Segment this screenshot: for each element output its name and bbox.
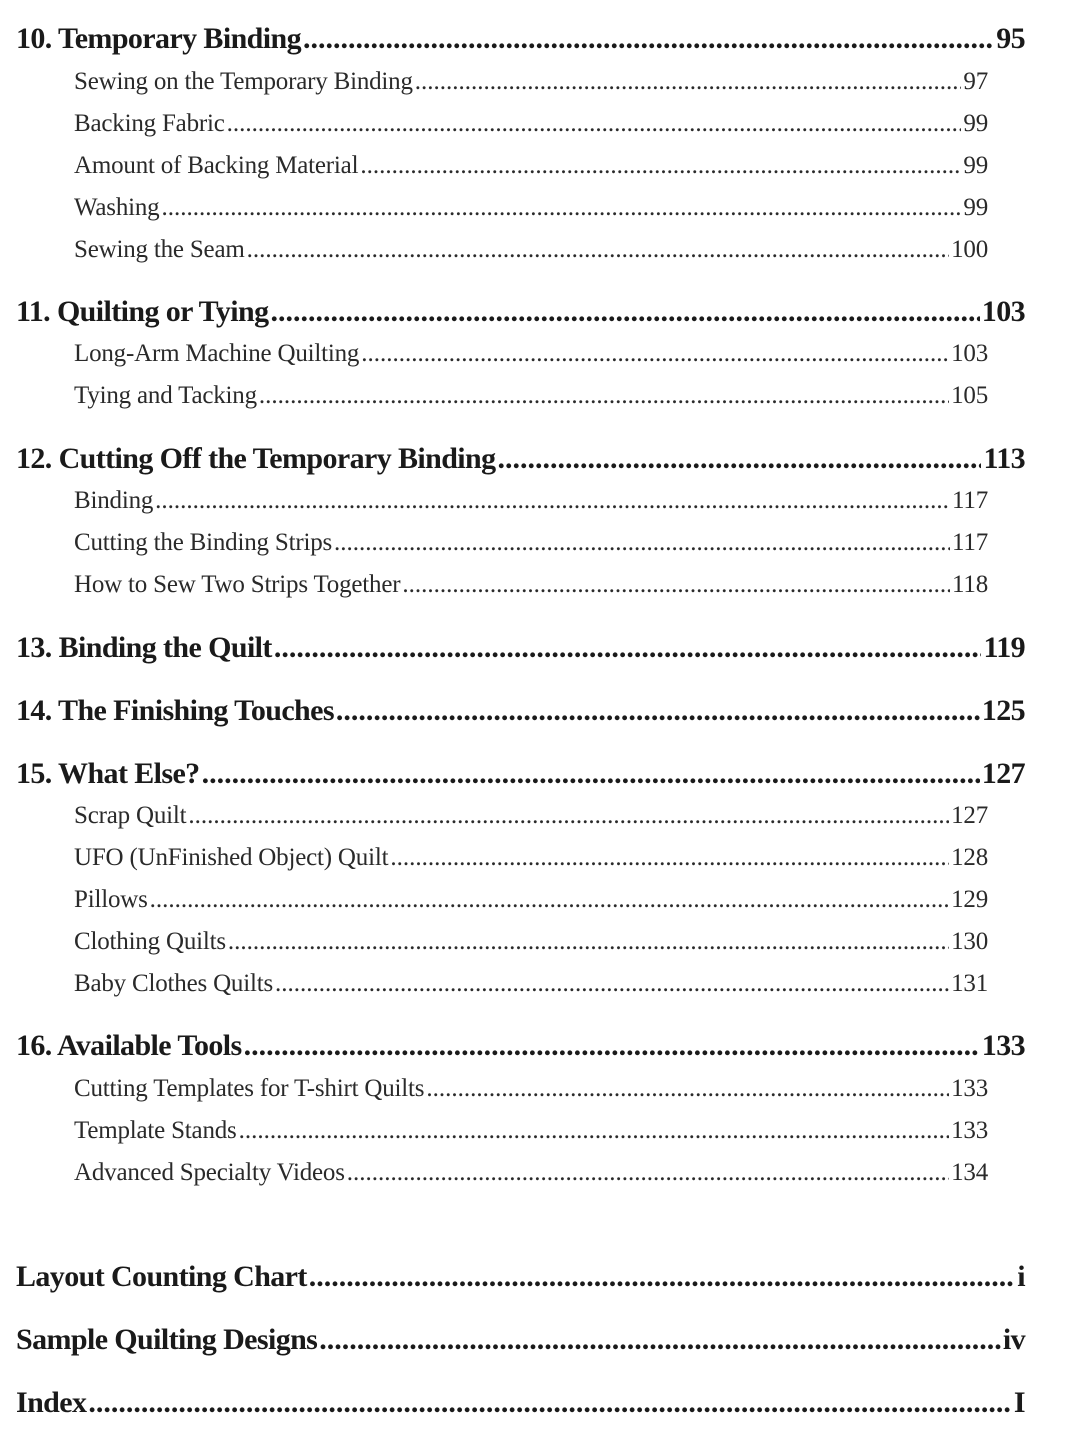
entry-page: 99 [963, 194, 988, 221]
entry-page: 133 [951, 1075, 988, 1102]
entry-page: 131 [951, 970, 988, 997]
entry-page: 130 [951, 928, 988, 955]
entry-page: 117 [952, 487, 988, 514]
entry-title: Amount of Backing Material [74, 152, 359, 179]
entry-page: 99 [963, 110, 988, 137]
back-matter-page: i [1017, 1260, 1025, 1293]
toc-entry[interactable] [74, 886, 988, 914]
dot-leader [244, 1029, 980, 1063]
chapter-page: 95 [996, 22, 1025, 55]
chapter-page: 113 [983, 442, 1025, 475]
entry-page: 134 [951, 1159, 988, 1186]
dot-leader [402, 571, 950, 599]
chapter-title: 16. Available Tools [16, 1029, 242, 1062]
chapter-title: 12. Cutting Off the Temporary Binding [16, 442, 496, 475]
toc-entry[interactable] [74, 382, 988, 410]
toc-entry[interactable] [74, 340, 988, 368]
chapter-page: 127 [981, 757, 1025, 790]
entry-page: 100 [951, 236, 988, 263]
dot-leader [161, 194, 961, 222]
toc-entry[interactable] [74, 970, 988, 998]
entry-title: Binding [74, 487, 154, 514]
entry-page: 133 [951, 1117, 988, 1144]
dot-leader [347, 1159, 949, 1187]
toc-chapter-10[interactable] [16, 22, 1025, 56]
dot-leader [228, 928, 949, 956]
chapter-title: 10. Temporary Binding [16, 22, 301, 55]
toc-entry[interactable] [74, 68, 988, 96]
toc-entry[interactable] [74, 236, 988, 264]
entry-page: 99 [963, 152, 988, 179]
entry-title: Washing [74, 194, 160, 221]
entry-title: Long-Arm Machine Quilting [74, 340, 360, 367]
dot-leader [274, 631, 982, 665]
chapter-title: 11. Quilting or Tying [16, 295, 269, 328]
dot-leader [360, 152, 961, 180]
dot-leader [303, 22, 994, 56]
entry-title: Backing Fabric [74, 110, 225, 137]
entry-title: Pillows [74, 886, 148, 913]
dot-leader [275, 970, 949, 998]
dot-leader [259, 382, 949, 410]
toc-layout-counting-chart[interactable] [16, 1260, 1025, 1294]
back-matter-page: I [1013, 1386, 1025, 1419]
chapter-title: 14. The Finishing Touches [16, 694, 334, 727]
dot-leader [415, 68, 962, 96]
entry-title: UFO (UnFinished Object) Quilt [74, 844, 389, 871]
entry-page: 103 [951, 340, 988, 367]
entry-title: Template Stands [74, 1117, 237, 1144]
back-matter-title: Sample Quilting Designs [16, 1323, 318, 1356]
dot-leader [336, 694, 980, 728]
entry-title: Cutting the Binding Strips [74, 529, 333, 556]
toc-entry[interactable] [74, 487, 988, 515]
chapter-page: 133 [981, 1029, 1025, 1062]
chapter-page: 103 [981, 295, 1025, 328]
toc-entry[interactable] [74, 1075, 988, 1103]
toc-entry[interactable] [74, 110, 988, 138]
dot-leader [426, 1075, 949, 1103]
back-matter-title: Index [16, 1386, 87, 1419]
chapter-page: 119 [983, 631, 1025, 664]
toc-sample-quilting-designs[interactable] [16, 1323, 1025, 1357]
dot-leader [270, 295, 979, 329]
toc-entry[interactable] [74, 844, 988, 872]
entry-title: Advanced Specialty Videos [74, 1159, 345, 1186]
chapter-page: 125 [981, 694, 1025, 727]
toc-chapter-13[interactable] [16, 631, 1025, 665]
dot-leader [390, 844, 949, 872]
toc-index[interactable] [16, 1386, 1025, 1420]
entry-title: Cutting Templates for T-shirt Quilts [74, 1075, 425, 1102]
toc-entry[interactable] [74, 571, 988, 599]
entry-page: 118 [952, 571, 988, 598]
dot-leader [188, 802, 949, 830]
dot-leader [155, 487, 950, 515]
dot-leader [239, 1117, 950, 1145]
entry-page: 97 [963, 68, 988, 95]
entry-page: 127 [951, 802, 988, 829]
toc-chapter-12[interactable] [16, 442, 1025, 476]
toc-chapter-15[interactable] [16, 757, 1025, 791]
entry-title: Tying and Tacking [74, 382, 257, 409]
toc-entry[interactable] [74, 928, 988, 956]
back-matter-title: Layout Counting Chart [16, 1260, 307, 1293]
dot-leader [150, 886, 949, 914]
entry-page: 117 [952, 529, 988, 556]
entry-title: Clothing Quilts [74, 928, 226, 955]
toc-entry[interactable] [74, 1117, 988, 1145]
back-matter-page: iv [1002, 1323, 1025, 1356]
entry-title: Scrap Quilt [74, 802, 187, 829]
toc-chapter-16[interactable] [16, 1029, 1025, 1063]
entry-page: 128 [951, 844, 988, 871]
dot-leader [309, 1260, 1015, 1294]
toc-entry[interactable] [74, 152, 988, 180]
dot-leader [88, 1386, 1012, 1420]
dot-leader [334, 529, 950, 557]
entry-page: 129 [951, 886, 988, 913]
entry-title: Baby Clothes Quilts [74, 970, 273, 997]
toc-entry[interactable] [74, 802, 988, 830]
dot-leader [361, 340, 949, 368]
toc-chapter-11[interactable] [16, 295, 1025, 329]
dot-leader [227, 110, 962, 138]
toc-entry[interactable] [74, 194, 988, 222]
dot-leader [202, 757, 980, 791]
toc-entry[interactable] [74, 1159, 988, 1187]
entry-title: How to Sew Two Strips Together [74, 571, 401, 598]
chapter-title: 15. What Else? [16, 757, 200, 790]
toc-chapter-14[interactable] [16, 694, 1025, 728]
dot-leader [498, 442, 982, 476]
toc-entry[interactable] [74, 529, 988, 557]
entry-title: Sewing on the Temporary Binding [74, 68, 413, 95]
dot-leader [247, 236, 950, 264]
entry-page: 105 [951, 382, 988, 409]
chapter-title: 13. Binding the Quilt [16, 631, 272, 664]
dot-leader [319, 1323, 1001, 1357]
entry-title: Sewing the Seam [74, 236, 245, 263]
